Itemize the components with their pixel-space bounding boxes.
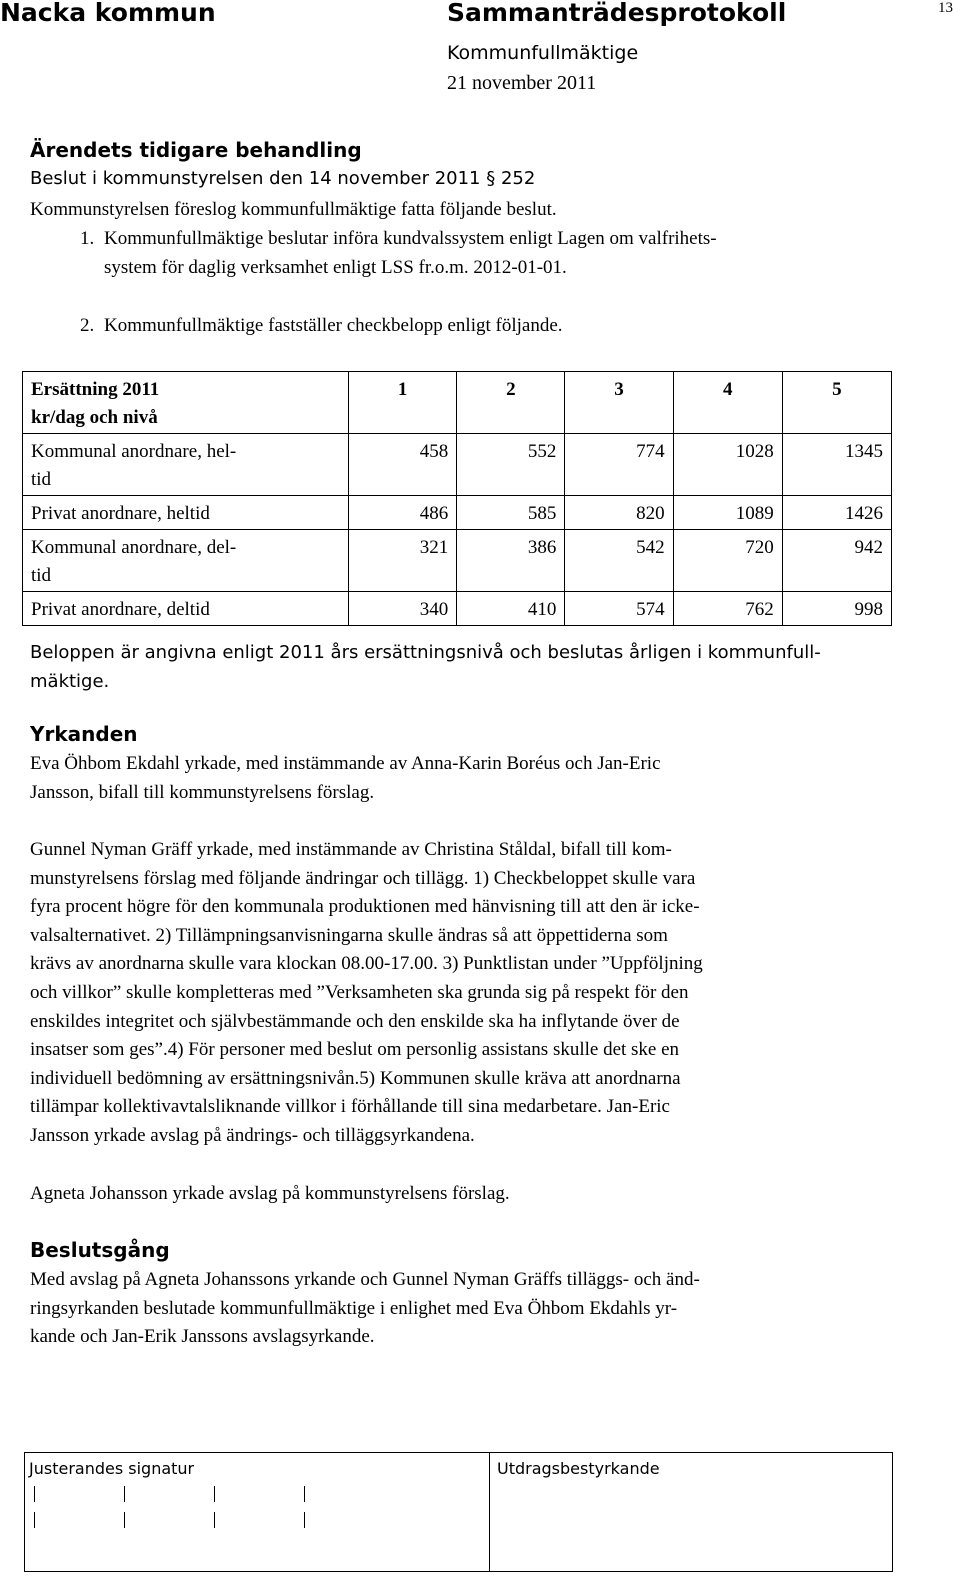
paragraph-line: fyra procent högre för den kommunala produktionen med hänvisning till att den är icke- [30, 896, 700, 918]
row-label: Privat anordnare, deltid [23, 592, 349, 626]
beslutsgang-heading: Beslutsgång [30, 1238, 170, 1262]
list-item-text: system för daglig verksamhet enligt LSS fr.o.m. 2012-01-01. [104, 257, 567, 278]
list-item-number: 1. [80, 228, 95, 249]
signature-slot-mark [124, 1486, 125, 1502]
table-row [23, 434, 892, 496]
level-header: 2 [457, 372, 565, 434]
paragraph-line: tillämpar kollektivavtalsliknande villkor i förhållande till sina medarbetare. Jan-Eric [30, 1096, 670, 1118]
row-label-line: Kommunal anordnare, hel- [31, 441, 237, 462]
page-number: 13 [938, 0, 953, 16]
previous-handling-heading: Ärendets tidigare behandling [30, 138, 362, 162]
table-header-label [23, 372, 349, 434]
meeting-date: 21 november 2011 [447, 72, 597, 94]
yrkande-paragraph [30, 750, 900, 807]
municipality-name: Nacka kommun [0, 0, 216, 27]
row-label [23, 434, 349, 496]
signature-slot-mark [214, 1486, 215, 1502]
beslutsgang-paragraph [30, 1266, 900, 1352]
table-cell: 542 [565, 530, 673, 592]
table-cell: 1028 [673, 434, 782, 496]
footer-divider [489, 1453, 490, 1571]
list-item-text: Kommunfullmäktige fastställer checkbelopp enligt följande. [104, 315, 563, 336]
extract-label: Utdragsbestyrkande [497, 1459, 660, 1478]
previous-proposal-line: Kommunstyrelsen föreslog kommunfullmäktige fatta följande beslut. [30, 199, 557, 220]
level-header: 3 [565, 372, 673, 434]
signature-slot-mark [34, 1512, 35, 1528]
table-cell: 1345 [782, 434, 891, 496]
note-line: Beloppen är angivna enligt 2011 års ersättningsnivå och beslutas årligen i kommunfull- [30, 642, 821, 663]
signature-label: Justerandes signatur [29, 1459, 195, 1478]
table-cell: 340 [348, 592, 456, 626]
yrkanden-heading: Yrkanden [30, 722, 138, 746]
table-cell: 998 [782, 592, 891, 626]
level-header: 4 [673, 372, 782, 434]
paragraph-line: krävs av anordnarna skulle vara klockan 08.00-17.00. 3) Punktlistan under ”Uppföljning [30, 953, 703, 975]
header-label-line: Ersättning 2011 [31, 379, 160, 400]
paragraph-line: och villkor” skulle kompletteras med ”Verksamheten ska grunda sig på respekt för den [30, 981, 689, 1003]
paragraph-line: Med avslag på Agneta Johanssons yrkande och Gunnel Nyman Gräffs tilläggs- och änd- [30, 1269, 700, 1290]
row-label-line: tid [31, 469, 52, 490]
table-cell: 458 [348, 434, 456, 496]
table-cell: 1426 [782, 496, 891, 530]
signature-slot-mark [304, 1486, 305, 1502]
paragraph-line: munstyrelsens förslag med följande ändringar och tillägg. 1) Checkbeloppet skulle vara [30, 867, 696, 889]
previous-decision-line: Beslut i kommunstyrelsen den 14 november 2011 § 252 [30, 168, 536, 189]
paragraph-line: Agneta Johansson yrkade avslag på kommunstyrelsens förslag. [30, 1183, 510, 1204]
table-cell: 321 [348, 530, 456, 592]
table-cell: 942 [782, 530, 891, 592]
row-label: Privat anordnare, heltid [23, 496, 349, 530]
paragraph-line: enskildes integritet och självbestämmande och den enskilde ska ha inflytande över de [30, 1010, 680, 1032]
level-header: 5 [782, 372, 891, 434]
meeting-body: Kommunfullmäktige [447, 42, 639, 64]
table-cell: 410 [457, 592, 565, 626]
paragraph-line: kande och Jan-Erik Janssons avslagsyrkande. [30, 1326, 375, 1348]
table-row [23, 530, 892, 592]
table-cell: 720 [673, 530, 782, 592]
list-item-number: 2. [80, 315, 95, 336]
amounts-note [30, 639, 900, 696]
table-cell: 820 [565, 496, 673, 530]
yrkande-paragraph [30, 836, 900, 1151]
yrkande-paragraph [30, 1180, 900, 1209]
table-header-row [23, 372, 892, 434]
row-label-line: Kommunal anordnare, del- [31, 537, 237, 558]
table-cell: 585 [457, 496, 565, 530]
signature-slot-mark [34, 1486, 35, 1502]
signature-slot-mark [124, 1512, 125, 1528]
paragraph-line: insatser som ges”.4) För personer med beslut om personlig assistans skulle det ske en [30, 1039, 680, 1061]
checkbelopp-table [22, 371, 892, 626]
signature-slot-mark [304, 1512, 305, 1528]
table-cell: 574 [565, 592, 673, 626]
paragraph-line: Eva Öhbom Ekdahl yrkade, med instämmande av Anna-Karin Boréus och Jan-Eric [30, 753, 661, 774]
paragraph-line: ringsyrkanden beslutade kommunfullmäktige i enlighet med Eva Öhbom Ekdahls yr- [30, 1297, 678, 1319]
table-cell: 552 [457, 434, 565, 496]
row-label [23, 530, 349, 592]
paragraph-line: valsalternativet. 2) Tillämpningsanvisningarna skulle ändras så att öppettiderna som [30, 924, 668, 946]
note-line: mäktige. [30, 670, 110, 692]
signature-slot-mark [214, 1512, 215, 1528]
paragraph-line: Gunnel Nyman Gräff yrkade, med instämmande av Christina Ståldal, bifall till kom- [30, 839, 672, 860]
table-cell: 386 [457, 530, 565, 592]
table-cell: 486 [348, 496, 456, 530]
list-item-text: Kommunfullmäktige beslutar införa kundvalssystem enligt Lagen om valfrihets- [104, 228, 717, 249]
paragraph-line: Jansson yrkade avslag på ändrings- och tilläggsyrkandena. [30, 1124, 475, 1146]
table-row [23, 592, 892, 626]
paragraph-line: individuell bedömning av ersättningsnivån.5) Kommunen skulle kräva att anordnarna [30, 1067, 681, 1089]
table-cell: 1089 [673, 496, 782, 530]
table-row [23, 496, 892, 530]
level-header: 1 [348, 372, 456, 434]
document-title: Sammanträdesprotokoll [447, 0, 787, 27]
paragraph-line: Jansson, bifall till kommunstyrelsens förslag. [30, 781, 375, 803]
row-label-line: tid [31, 565, 52, 586]
table-cell: 774 [565, 434, 673, 496]
header-label-line: kr/dag och nivå [31, 407, 158, 428]
signature-footer-box [24, 1452, 893, 1572]
table-cell: 762 [673, 592, 782, 626]
